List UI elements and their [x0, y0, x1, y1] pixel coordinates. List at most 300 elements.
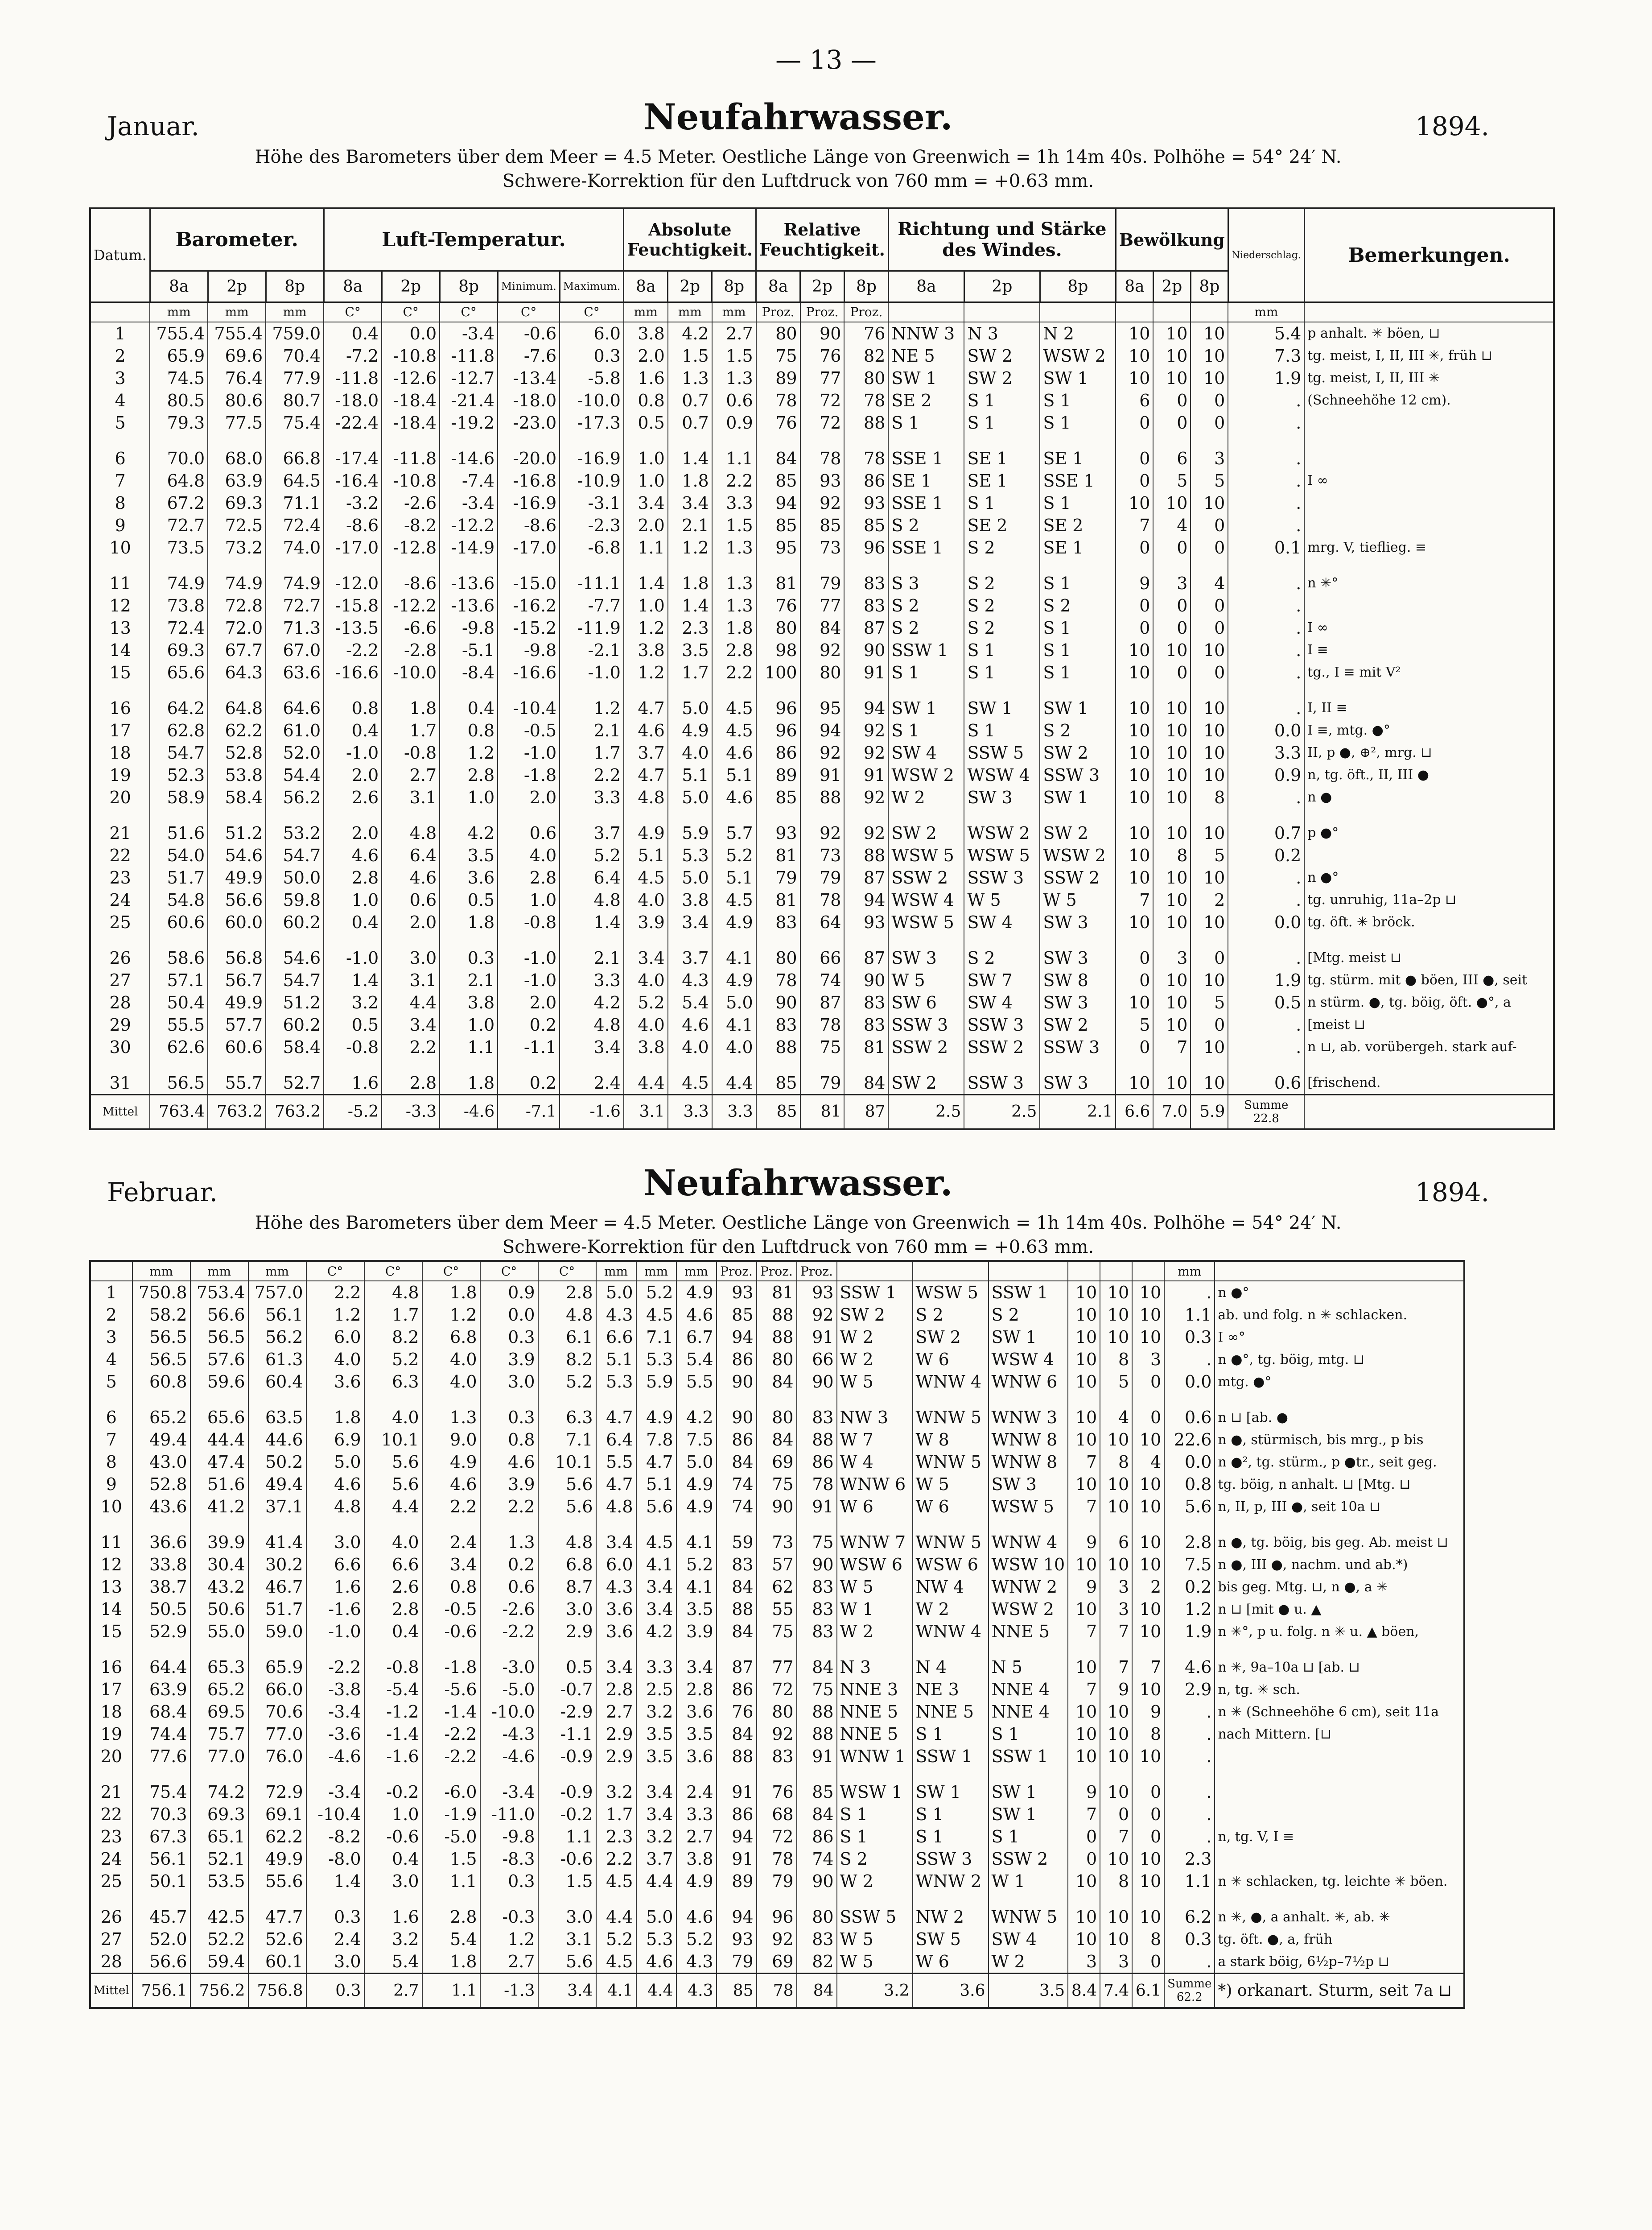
value-cell: 83 [844, 572, 888, 595]
spacer-cell [1100, 1892, 1132, 1906]
value-cell: 58.2 [132, 1304, 190, 1326]
value-cell: 1.6 [324, 1072, 382, 1095]
value-cell: 67.2 [150, 492, 208, 514]
unit-row [90, 302, 1554, 322]
day-cell: 1 [90, 322, 150, 345]
unit-cell: mm [1228, 302, 1304, 322]
value-cell: 72 [800, 389, 845, 412]
value-cell: 2.8 [596, 1678, 636, 1701]
spacer-cell [90, 933, 150, 947]
value-cell: -1.0 [498, 947, 560, 969]
value-cell: 49.4 [132, 1429, 190, 1451]
value-cell: 3 [1191, 447, 1228, 470]
value-cell: 2.8 [538, 1281, 596, 1304]
spacer-cell [498, 1058, 560, 1072]
value-cell: 1.8 [440, 911, 498, 933]
value-cell: 0 [1153, 412, 1191, 434]
spacer-cell [538, 1518, 596, 1531]
value-cell: 92 [844, 719, 888, 742]
value-cell: -15.2 [498, 617, 560, 639]
value-cell: 2.1 [560, 947, 624, 969]
value-cell: 1.1 [624, 537, 668, 559]
wind-cell: W 2 [913, 1598, 989, 1620]
value-cell: 2.0 [382, 911, 440, 933]
value-cell: 54.8 [150, 889, 208, 911]
day-cell: 13 [90, 1576, 132, 1598]
value-cell: 4.8 [364, 1281, 422, 1304]
value-cell: 2.1 [440, 969, 498, 991]
mean-cell: 3.3 [712, 1094, 756, 1129]
value-cell: 5.2 [712, 844, 756, 867]
value-cell: 10 [1153, 786, 1191, 809]
value-cell: 79 [717, 1950, 757, 1974]
value-cell: 3 [1100, 1598, 1132, 1620]
value-cell: 10 [1132, 1304, 1164, 1326]
spacer-cell [844, 434, 888, 447]
spacer-cell [422, 1767, 480, 1781]
remark-cell: n ●° [1304, 867, 1554, 889]
value-cell: 72 [757, 1825, 797, 1848]
value-cell: 10 [1116, 639, 1153, 661]
value-cell: 10 [1100, 1495, 1132, 1518]
spacer-cell [190, 1892, 248, 1906]
value-cell: 7 [1116, 889, 1153, 911]
value-cell: 10 [1153, 367, 1191, 389]
col-8p: 8p [266, 271, 324, 302]
value-cell: 7 [1153, 1036, 1191, 1058]
spacer-cell [757, 1767, 797, 1781]
value-cell: 750.8 [132, 1281, 190, 1304]
remark-cell: n ●°, tg. böig, mtg. ⊔ [1215, 1348, 1464, 1371]
wind-cell: SE 1 [1040, 537, 1116, 559]
wind-cell: WNW 6 [837, 1473, 913, 1495]
table-row [90, 1781, 1464, 1803]
value-cell: 5.1 [668, 764, 712, 786]
value-cell: 3.0 [382, 947, 440, 969]
value-cell: 5.9 [668, 822, 712, 844]
value-cell: 52.6 [248, 1928, 306, 1950]
mean-cell: 756.1 [132, 1974, 190, 2008]
unit-cell: mm [1164, 1261, 1215, 1281]
spacer-cell [382, 559, 440, 572]
value-cell: 9 [1116, 572, 1153, 595]
value-cell: 53.8 [208, 764, 266, 786]
value-cell: 62.6 [150, 1036, 208, 1058]
value-cell: 94 [756, 492, 800, 514]
wind-cell: W 2 [888, 786, 964, 809]
value-cell: 91 [844, 661, 888, 684]
value-cell: 0 [1191, 389, 1228, 412]
value-cell: 92 [757, 1723, 797, 1745]
spacer-cell [989, 1767, 1068, 1781]
wind-cell: W 4 [837, 1451, 913, 1473]
value-cell: -17.0 [498, 537, 560, 559]
value-cell: 0 [1191, 537, 1228, 559]
spacer-cell [596, 1767, 636, 1781]
value-cell: 4 [1153, 514, 1191, 537]
table-row [90, 1473, 1464, 1495]
mean-cell: 763.4 [150, 1094, 208, 1129]
value-cell: 49.9 [208, 991, 266, 1014]
value-cell: 3.5 [636, 1723, 676, 1745]
value-cell: -0.3 [480, 1906, 538, 1928]
value-cell: 1.2 [624, 617, 668, 639]
mean-label: Mittel [90, 1974, 132, 2008]
value-cell: 3.8 [624, 1036, 668, 1058]
value-cell: . [1164, 1803, 1215, 1825]
wind-cell: S 1 [1040, 389, 1116, 412]
value-cell: -10.8 [382, 345, 440, 367]
value-cell: 6 [1100, 1531, 1132, 1553]
wind-cell: S 1 [913, 1803, 989, 1825]
value-cell: 0 [1132, 1950, 1164, 1974]
value-cell: 64.2 [150, 697, 208, 719]
value-cell: 6.3 [364, 1371, 422, 1393]
value-cell: 759.0 [266, 322, 324, 345]
value-cell: 0 [1116, 447, 1153, 470]
value-cell: 10 [1132, 1429, 1164, 1451]
spacer-cell [440, 809, 498, 822]
value-cell: 63.5 [248, 1406, 306, 1429]
wind-cell: NNW 3 [888, 322, 964, 345]
value-cell: 2.7 [382, 764, 440, 786]
value-cell: 10 [1132, 1906, 1164, 1928]
value-cell: 0 [1132, 1803, 1164, 1825]
remark-cell: II, p ●, ⊕², mrg. ⊔ [1304, 742, 1554, 764]
spacer-cell [636, 1892, 676, 1906]
value-cell: 47.7 [248, 1906, 306, 1928]
value-cell: 2.3 [596, 1825, 636, 1848]
value-cell: 2.8 [364, 1598, 422, 1620]
value-cell: 54.7 [266, 844, 324, 867]
value-cell: 4.3 [668, 969, 712, 991]
value-cell: -16.9 [560, 447, 624, 470]
table-row [90, 764, 1554, 786]
spacer-cell [712, 434, 756, 447]
value-cell: 75 [797, 1678, 837, 1701]
value-cell: 76 [756, 412, 800, 434]
value-cell: 5.6 [636, 1495, 676, 1518]
value-cell: 3.0 [538, 1906, 596, 1928]
wind-cell: SW 1 [989, 1781, 1068, 1803]
mean-cell: 2.5 [888, 1094, 964, 1129]
value-cell: 4.9 [636, 1406, 676, 1429]
wind-cell: WNW 4 [989, 1531, 1068, 1553]
remark-cell: n, tg. ✳ sch. [1215, 1678, 1464, 1701]
value-cell: 3.3 [636, 1656, 676, 1678]
value-cell: 3 [1132, 1348, 1164, 1371]
day-cell: 13 [90, 617, 150, 639]
value-cell: 3.6 [306, 1371, 364, 1393]
wind-cell: W 2 [837, 1326, 913, 1348]
value-cell: -3.4 [306, 1701, 364, 1723]
wind-cell: NNE 4 [989, 1678, 1068, 1701]
value-cell: 9 [1100, 1678, 1132, 1701]
value-cell: -3.0 [480, 1656, 538, 1678]
value-cell: 88 [717, 1598, 757, 1620]
value-cell: 7.5 [676, 1429, 717, 1451]
unit-cell [1040, 302, 1116, 322]
value-cell: 2.7 [596, 1701, 636, 1723]
spacer-cell [1116, 559, 1153, 572]
wind-cell: SW 5 [913, 1928, 989, 1950]
spacer-cell [668, 684, 712, 697]
unit-cell: Proz. [717, 1261, 757, 1281]
value-cell: 5.1 [596, 1348, 636, 1371]
value-cell: 3.9 [480, 1473, 538, 1495]
day-cell: 10 [90, 537, 150, 559]
spacer-cell [132, 1767, 190, 1781]
value-cell: 10 [1100, 1473, 1132, 1495]
remark-cell: I ≡, mtg. ●° [1304, 719, 1554, 742]
value-cell: 7 [1116, 514, 1153, 537]
wind-cell: SW 2 [1040, 742, 1116, 764]
value-cell: 74 [800, 969, 845, 991]
wind-cell: SE 1 [964, 470, 1040, 492]
value-cell: 41.2 [190, 1495, 248, 1518]
value-cell: -1.4 [422, 1701, 480, 1723]
value-cell: 3.1 [382, 786, 440, 809]
value-cell: 0.8 [422, 1576, 480, 1598]
table-row [90, 1406, 1464, 1429]
value-cell: 3.7 [560, 822, 624, 844]
value-cell: -16.4 [324, 470, 382, 492]
value-cell: 2.2 [596, 1848, 636, 1870]
wind-cell: W 6 [837, 1495, 913, 1518]
value-cell: 2.5 [636, 1678, 676, 1701]
remark-cell: tg. böig, n anhalt. ⊔ [Mtg. ⊔ [1215, 1473, 1464, 1495]
spacer-cell [636, 1767, 676, 1781]
spacer-cell [150, 559, 208, 572]
spacer-cell [717, 1643, 757, 1656]
spacer-cell [989, 1518, 1068, 1531]
value-cell: -10.0 [382, 661, 440, 684]
value-cell: 2.6 [364, 1576, 422, 1598]
value-cell: 0.8 [480, 1429, 538, 1451]
value-cell: 5.3 [636, 1348, 676, 1371]
value-cell: 72.9 [248, 1781, 306, 1803]
value-cell: 2.8 [1164, 1531, 1215, 1553]
value-cell: -0.6 [364, 1825, 422, 1848]
value-cell: 1.0 [498, 889, 560, 911]
wind-cell: WNW 2 [989, 1576, 1068, 1598]
remark-cell: n ⊔ [mit ● u. ▲ [1215, 1598, 1464, 1620]
value-cell: 4.7 [596, 1406, 636, 1429]
value-cell: 50.2 [248, 1451, 306, 1473]
spacer-cell [837, 1767, 913, 1781]
spacer-cell [422, 1643, 480, 1656]
value-cell: 4.5 [668, 1072, 712, 1095]
value-cell: 10 [1116, 991, 1153, 1014]
value-cell: -2.2 [480, 1620, 538, 1643]
spacer-cell [498, 559, 560, 572]
spacer-cell [1100, 1393, 1132, 1406]
remark-cell: tg. unruhig, 11a–2p ⊔ [1304, 889, 1554, 911]
value-cell: 5.0 [636, 1906, 676, 1928]
value-cell: . [1228, 1036, 1304, 1058]
mean-cell: 0.3 [306, 1974, 364, 2008]
spacer-cell [382, 933, 440, 947]
unit-cell: C° [440, 302, 498, 322]
value-cell: 1.7 [560, 742, 624, 764]
value-cell: 3.4 [668, 911, 712, 933]
value-cell: 2 [1191, 889, 1228, 911]
value-cell: 10 [1100, 1304, 1132, 1326]
spacer-cell [1040, 933, 1116, 947]
value-cell: 83 [757, 1745, 797, 1767]
value-cell: -1.0 [560, 661, 624, 684]
value-cell: 66.0 [248, 1678, 306, 1701]
table-row [90, 742, 1554, 764]
value-cell: -10.9 [560, 470, 624, 492]
value-cell: 43.0 [132, 1451, 190, 1473]
day-cell: 26 [90, 1906, 132, 1928]
spacer-cell [248, 1892, 306, 1906]
value-cell: 78 [800, 889, 845, 911]
spacer-cell [132, 1892, 190, 1906]
wind-cell: WSW 5 [888, 844, 964, 867]
value-cell: 0 [1153, 661, 1191, 684]
wind-cell: W 6 [913, 1348, 989, 1371]
value-cell: 92 [797, 1304, 837, 1326]
value-cell: 74 [717, 1495, 757, 1518]
spacer-cell [266, 434, 324, 447]
wind-cell: WSW 6 [837, 1553, 913, 1576]
spacer-cell [1164, 1393, 1215, 1406]
wind-cell: NE 3 [913, 1678, 989, 1701]
unit-cell: C° [364, 1261, 422, 1281]
value-cell: 47.4 [190, 1451, 248, 1473]
value-cell: 93 [844, 492, 888, 514]
remarks-header: Bemerkungen. [1304, 208, 1554, 302]
value-cell: 2.2 [712, 470, 756, 492]
value-cell: 89 [756, 764, 800, 786]
value-cell: 88 [756, 1036, 800, 1058]
spacer-row [90, 1892, 1464, 1906]
value-cell: 10 [1100, 1781, 1132, 1803]
value-cell: 56.6 [208, 889, 266, 911]
spacer-cell [964, 1058, 1040, 1072]
col-2p: 2p [382, 271, 440, 302]
wind-cell: SSW 1 [837, 1281, 913, 1304]
unit-cell [90, 1261, 132, 1281]
value-cell: 5.6 [538, 1473, 596, 1495]
spacer-cell [90, 559, 150, 572]
value-cell: . [1228, 889, 1304, 911]
value-cell: 4.0 [624, 969, 668, 991]
value-cell: 4.0 [422, 1348, 480, 1371]
remark-cell: n ● [1304, 786, 1554, 809]
value-cell: 10 [1153, 889, 1191, 911]
value-cell: 92 [800, 822, 845, 844]
mean-cell: -4.6 [440, 1094, 498, 1129]
value-cell: 7.1 [538, 1429, 596, 1451]
value-cell: -3.8 [306, 1678, 364, 1701]
value-cell: 0 [1191, 514, 1228, 537]
spacer-cell [132, 1643, 190, 1656]
value-cell: 51.6 [150, 822, 208, 844]
value-cell: 93 [717, 1281, 757, 1304]
value-cell: 3.4 [596, 1531, 636, 1553]
spacer-cell [624, 434, 668, 447]
value-cell: 10 [1068, 1371, 1100, 1393]
day-cell: 10 [90, 1495, 132, 1518]
day-cell: 6 [90, 447, 150, 470]
value-cell: 4.6 [676, 1906, 717, 1928]
value-cell: 85 [800, 514, 845, 537]
value-cell: 92 [800, 492, 845, 514]
value-cell: 7 [1100, 1656, 1132, 1678]
value-cell: 0.0 [382, 322, 440, 345]
wind-cell: SW 1 [989, 1326, 1068, 1348]
spacer-cell [1215, 1892, 1464, 1906]
value-cell: 0.8 [1164, 1473, 1215, 1495]
spacer-cell [624, 559, 668, 572]
mean-cell: 85 [717, 1974, 757, 2008]
value-cell: 5.0 [668, 697, 712, 719]
value-cell: 10 [1116, 742, 1153, 764]
spacer-cell [1191, 559, 1228, 572]
value-cell: 4.6 [712, 786, 756, 809]
value-cell: 91 [797, 1745, 837, 1767]
value-cell: -18.4 [382, 389, 440, 412]
value-cell: 80.7 [266, 389, 324, 412]
spacer-cell [800, 933, 845, 947]
table-row [90, 1745, 1464, 1767]
unit-cell: mm [712, 302, 756, 322]
value-cell: 6.6 [596, 1326, 636, 1348]
wind-cell: SSW 5 [837, 1906, 913, 1928]
spacer-row [90, 434, 1554, 447]
wind-cell: W 5 [888, 969, 964, 991]
value-cell: 69 [757, 1950, 797, 1974]
value-cell: -3.6 [306, 1723, 364, 1745]
wind-cell: SW 2 [888, 822, 964, 844]
value-cell: 10 [1116, 322, 1153, 345]
wind-cell: WNW 5 [913, 1531, 989, 1553]
spacer-cell [1132, 1643, 1164, 1656]
value-cell: 2.4 [560, 1072, 624, 1095]
value-cell: 55.7 [208, 1072, 266, 1095]
value-cell: 96 [756, 697, 800, 719]
value-cell: 56.7 [208, 969, 266, 991]
value-cell: 4.9 [668, 719, 712, 742]
value-cell: 78 [800, 447, 845, 470]
value-cell: 56.2 [266, 786, 324, 809]
value-cell: -22.4 [324, 412, 382, 434]
value-cell: 10 [1068, 1906, 1100, 1928]
value-cell: 1.8 [668, 572, 712, 595]
value-cell: 86 [717, 1429, 757, 1451]
value-cell: -1.0 [498, 742, 560, 764]
value-cell: 4.6 [1164, 1656, 1215, 1678]
spacer-cell [1304, 434, 1554, 447]
value-cell: -2.2 [422, 1745, 480, 1767]
value-cell: -0.6 [422, 1620, 480, 1643]
spacer-cell [90, 1767, 132, 1781]
table-row [90, 492, 1554, 514]
wind-cell: S 1 [989, 1825, 1068, 1848]
value-cell: -1.0 [324, 742, 382, 764]
value-cell: 1.2 [560, 697, 624, 719]
table-row [90, 1036, 1554, 1058]
value-cell: . [1164, 1701, 1215, 1723]
wind-cell: S 1 [913, 1825, 989, 1848]
wind-cell: SSE 1 [888, 492, 964, 514]
table-row [90, 822, 1554, 844]
value-cell: -4.6 [480, 1745, 538, 1767]
remark-cell: n ✳, 9a–10a ⊔ [ab. ⊔ [1215, 1656, 1464, 1678]
